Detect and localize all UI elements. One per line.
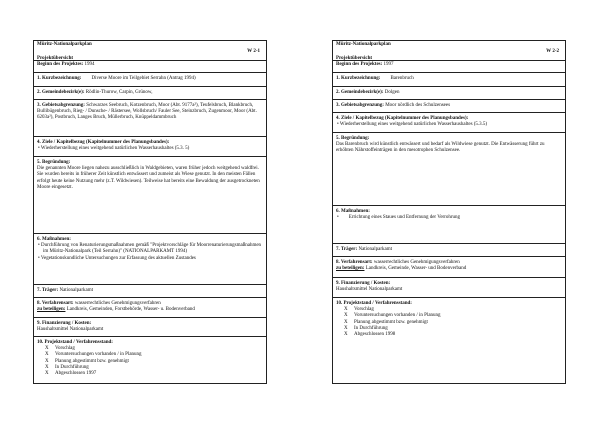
status-item: X Vorschlag <box>45 346 75 352</box>
section-3: 3. Gebietsabgrenzung: Moor nördlich des Schulzensees <box>333 100 565 113</box>
section-4: 4. Ziele / Kapitelbezug (Kapitelnummer des Planungsbandes): • Wiederherstellung eines weitgehend natürlichen Wasserhaushaltes (5.3. 5) <box>34 137 266 157</box>
section-1: 1. Kurzbezeichnung: Diverse Moore im Teilgebiet Serrahn (Antrag 1994) <box>34 73 266 87</box>
section-6: 6. Maßnahmen: • Durchführung von Renaturierungsmaßnahmen gemäß "Projektvorschläge für Moorrenaturierungsmaßnahmen im Müritz-Nationalpark (Teil Serrahn)" (NATIONALPARKAMT 1994) • Vegetationskundliche Untersuchungen zur Erfassung des aktuellen Zustandes <box>34 234 266 285</box>
section-3: 3. Gebietsabgrenzung: Schwarzes Seebruch, Kotzenbruch, Moor (Abt. 9177a²), Teufelsbruch, Blankbruch, Bullibügenbruch, Rieg- / Dunsche- / Rästersee, Wollsbruch/ Fauler See, Steinzbruch, Zugenmoor, Moor (Abt. 6203a²), Postbruch, Langes Bruch, Müllerbruch, Knüppeldammbruch <box>34 100 266 137</box>
status-item: X Vorschlag <box>344 307 374 313</box>
sheet-header <box>34 41 266 73</box>
sheet-code: W 2-1 <box>247 49 260 54</box>
section-5: 5. Begründung: Das Barenbruch wird künstlich entwässert und bedarf als Wildwiese genutzt. Die Entwässerung führt zu erhöhten Nährstoffeinträgen in den mesotrophen Schulzensee. <box>333 133 565 206</box>
sheet-code: W 2-2 <box>546 49 559 54</box>
project-sheet-w2-1 <box>33 40 267 384</box>
status-item: X Voruntersuchungen vorhanden / in Planung <box>344 313 441 319</box>
status-item: X In Durchführung <box>344 325 388 331</box>
project-start: Beginn des Projektes: 1994 <box>37 62 95 67</box>
section-9: 9. Finanzierung / Kosten: Haushaltsmittel Nationalparkamt <box>34 318 266 337</box>
section-10: 10. Projektstand / Verfahrensstand: X Vorschlag X Voruntersuchungen vorhanden / in Planung X Planung abgestimmt bzw. genehmigt X In Durchführung X Abgeschlossen 1998 <box>333 298 565 343</box>
status-item: X In Durchführung <box>45 364 89 370</box>
sheet-subtitle: Projektübersicht <box>37 56 74 62</box>
plan-title: Müritz-Nationalparkplan <box>336 42 391 47</box>
status-item: X Planung abgestimmt bzw. genehmigt <box>344 319 428 325</box>
section-10: 10. Projektstand / Verfahrensstand: X Vorschlag X Voruntersuchungen vorhanden / in Planung X Planung abgestimmt bzw. genehmigt X In Durchführung X Abgeschlossen 1997 <box>34 337 266 383</box>
project-start: Beginn des Projektes: 1997 <box>336 62 394 67</box>
section-2: 2. Gemeindebezirk(e): Rödlin-Thurow, Carpin, Grünow, <box>34 87 266 100</box>
section-9: 9. Finanzierung / Kosten: Haushaltsmittel Nationalparkamt <box>333 278 565 298</box>
section-5: 5. Begründung: Die genannten Moore liegen nahezu ausschließlich in Waldgebieten, waren früher jedoch weitgehend waldfrei. Sie wurden bereits in früherer Zeit künstlich entwässert und zumeist als Wiese genutzt. In den meisten Fällen erfolgt heute keine Nutzung mehr (z.T. Wildwiesen). Teilweise hat bereits eine Bewaldung der ausgetrockneten Moore eingesetzt. <box>34 157 266 234</box>
sheet-header <box>333 41 565 73</box>
status-item: X Voruntersuchungen vorhanden / in Planung <box>45 352 142 358</box>
section-1: 1. Kurzbezeichnung: Barenbruch <box>333 73 565 87</box>
section-7: 7. Träger: Nationalparkamt <box>333 244 565 257</box>
section-7: 7. Träger: Nationalparkamt <box>34 285 266 298</box>
status-item: X Abgeschlossen 1998 <box>344 332 396 338</box>
status-item: X Planung abgestimmt bzw. genehmigt <box>45 358 129 364</box>
section-8: 8. Verfahrensart: wasserrechtliches Genehmigungsverfahren zu beteiligen: Landkreis, Gemeinden, Forstbehörde, Wasser- u. Bodenverband <box>34 298 266 318</box>
section-4: 4. Ziele / Kapitelbezug (Kapitelnummer des Planungsbandes): • Wiederherstellung eines weitgehend natürlichen Wasserhaushaltes (5.3.5) <box>333 113 565 133</box>
status-item: X Abgeschlossen 1997 <box>45 371 97 377</box>
project-sheet-w2-2 <box>332 40 566 384</box>
section-2: 2. Gemeindebezirk(e): Dolgen <box>333 87 565 100</box>
sheet-subtitle: Projektübersicht <box>336 56 373 62</box>
section-8: 8. Verfahrensart: wasserrechtliches Genehmigungsverfahren zu beteiligen: Landkreis, Gemeinde, Wasser- und Bodenverband <box>333 257 565 278</box>
section-6: 6. Maßnahmen: • Errichtung eines Staues und Entfernung der Verrohrung <box>333 206 565 244</box>
plan-title: Müritz-Nationalparkplan <box>37 42 92 47</box>
